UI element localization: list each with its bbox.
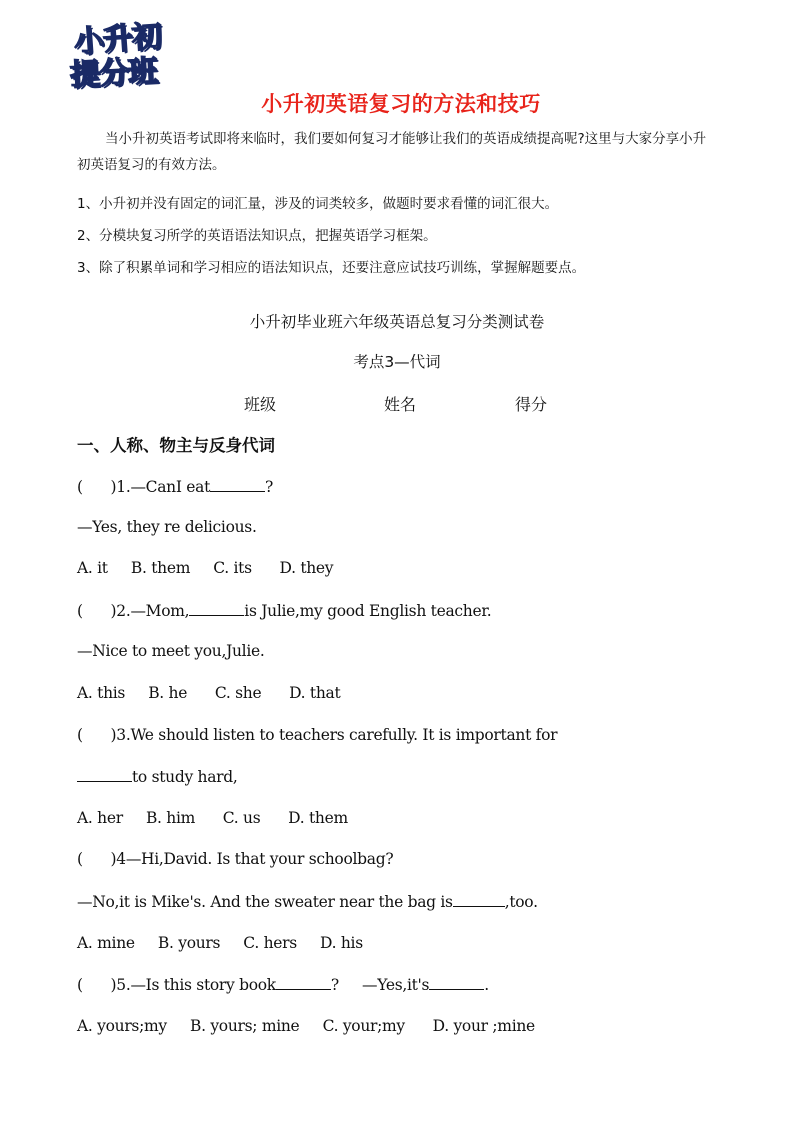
question-3-cont: to study hard, — [77, 767, 238, 786]
logo-line-1: 小升初 — [72, 19, 163, 60]
question-4-options: A. mine B. yours C. hers D. his — [77, 934, 363, 952]
answer-blank[interactable] — [210, 477, 265, 492]
section-heading-1: 一、人称、物主与反身代词 — [77, 436, 275, 455]
name-field-label: 姓名 — [384, 395, 417, 414]
answer-blank[interactable] — [276, 975, 331, 990]
question-1-reply: —Yes, they re delicious. — [77, 518, 257, 536]
logo — [68, 20, 186, 92]
question-5-options: A. yours;my B. yours; mine C. your;my D. your ;mine — [77, 1017, 535, 1035]
answer-blank[interactable] — [453, 892, 505, 907]
question-3: ( )3.We should listen to teachers carefully. It is important for — [77, 726, 558, 744]
question-3-options: A. her B. him C. us D. them — [77, 809, 348, 827]
question-4-reply: —No,it is Mike's. And the sweater near the bag is ,too. — [77, 893, 538, 911]
exam-subtitle: 考点3—代词 — [353, 353, 441, 371]
question-1-options: A. it B. them C. its D. they — [77, 559, 334, 577]
question-2-options: A. this B. he C. she D. that — [77, 684, 341, 702]
question-2: ( )2.—Mom, is Julie,my good English teacher. — [77, 602, 492, 620]
page-title: 小升初英语复习的方法和技巧 — [261, 92, 541, 116]
intro-item-1: 1、小升初并没有固定的词汇量，涉及的词类较多，做题时要求看懂的词汇很大。 — [77, 196, 559, 212]
intro-item-2: 2、分模块复习所学的英语语法知识点，把握英语学习框架。 — [77, 228, 437, 244]
answer-blank[interactable] — [189, 601, 244, 616]
intro-item-3: 3、除了积累单词和学习相应的语法知识点，还要注意应试技巧训练，掌握解题要点。 — [77, 260, 586, 276]
question-2-reply: —Nice to meet you,Julie. — [77, 642, 265, 660]
question-4: ( )4—Hi,David. Is that your schoolbag? — [77, 850, 394, 868]
question-5: ( )5.—Is this story book ? —Yes,it's . — [77, 976, 489, 994]
answer-blank[interactable] — [77, 767, 132, 782]
exam-title: 小升初毕业班六年级英语总复习分类测试卷 — [249, 313, 545, 331]
class-field-label: 班级 — [244, 395, 277, 414]
logo-line-2: 提分班 — [69, 53, 158, 94]
intro-paragraph: 当小升初英语考试即将来临时，我们要如何复习才能够让我们的英语成绩提高呢?这里与大家分享小升初英语复习的有效方法。 — [77, 131, 707, 173]
score-field-label: 得分 — [515, 395, 548, 414]
question-1: ( )1.—CanI eat ? — [77, 478, 274, 496]
answer-blank[interactable] — [429, 975, 484, 990]
